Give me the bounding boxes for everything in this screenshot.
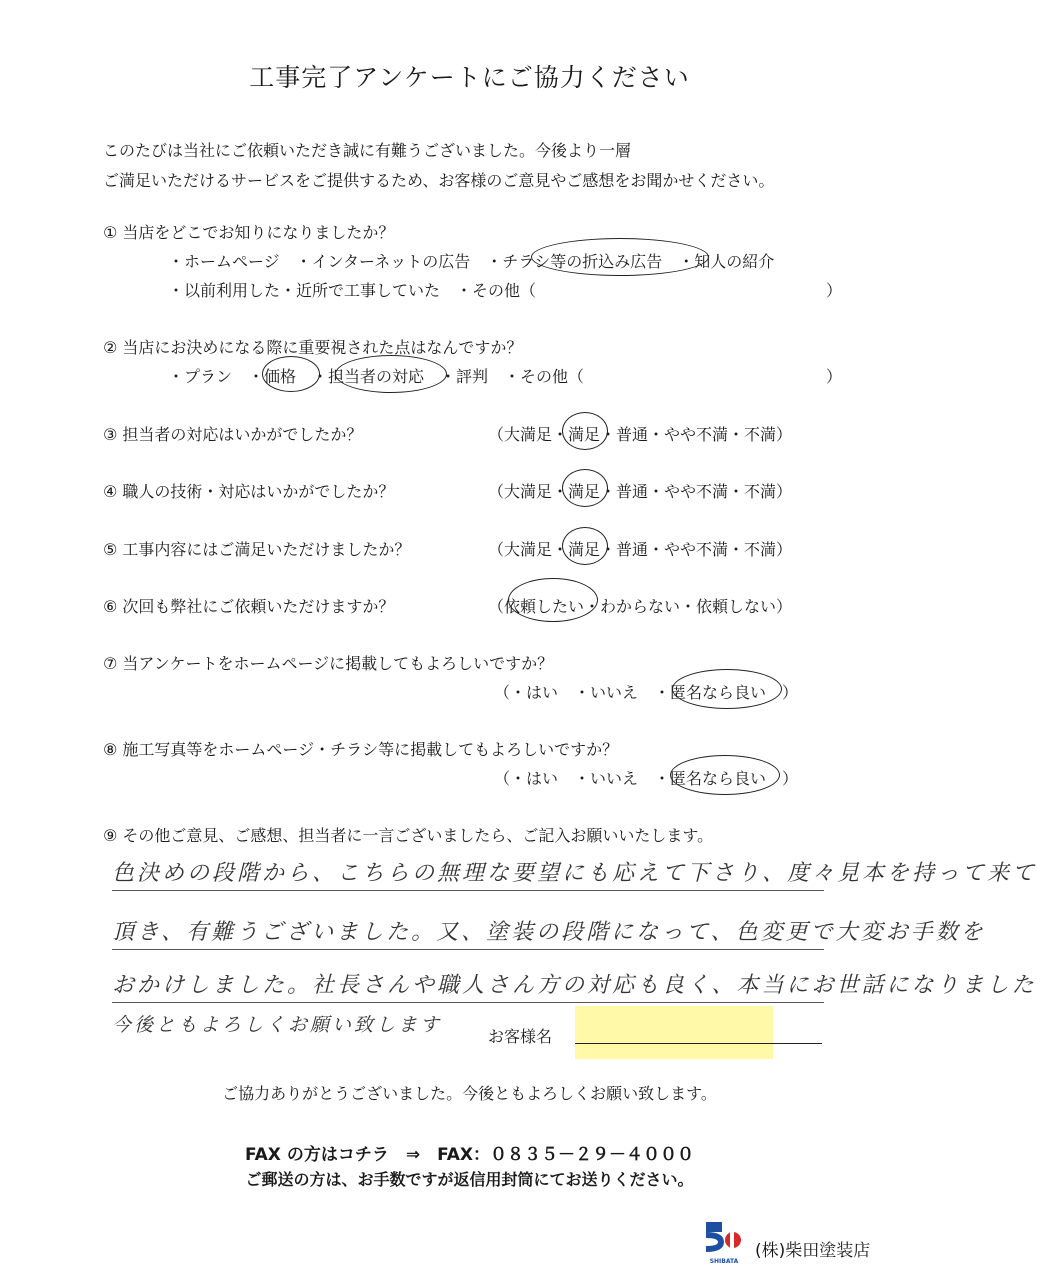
- comment-line-1: 色決めの段階から、こちらの無理な要望にも応えて下さり、度々見本を持って来て: [112, 861, 1037, 886]
- question-8-options: （・はい ・いいえ ・匿名なら良い ）: [494, 769, 799, 788]
- company-name: (株)柴田塗装店: [755, 1241, 871, 1261]
- answer-circle-chirashi: [531, 238, 709, 276]
- customer-name-rule: [575, 1043, 822, 1044]
- question-1-options-line-1: ・ホームページ ・インターネットの広告 ・チラシ等の折込み広告 ・知人の紹介: [168, 252, 775, 271]
- page-title: 工事完了アンケートにご協力ください: [249, 63, 690, 92]
- question-6-label: ⑥ 次回も弊社にご依頼いただけますか？: [103, 597, 395, 616]
- question-2-options: ・プラン ・価格 ・担当者の対応 ・評判 ・その他（: [168, 367, 585, 386]
- question-4-options: （大満足・満足・普通・やや不満・不満）: [488, 482, 793, 501]
- question-5-options: （大満足・満足・普通・やや不満・不満）: [488, 540, 793, 559]
- question-7-label: ⑦ 当アンケートをホームページに掲載してもよろしいですか？: [103, 654, 554, 673]
- answer-circle-staff: [335, 355, 447, 393]
- question-1-close-paren: ）: [826, 281, 843, 300]
- mail-info: ご郵送の方は、お手数ですが返信用封筒にてお送りください。: [245, 1170, 694, 1189]
- question-3-label: ③ 担当者の対応はいかがでしたか？: [103, 425, 363, 444]
- fax-info: FAX の方はコチラ ⇒ FAX：０８３５－２９－４０００: [244, 1145, 694, 1165]
- answer-circle-anonymous-q8: [670, 755, 780, 795]
- question-2-label: ② 当店にお決めになる際に重要視された点はなんですか？: [103, 338, 523, 357]
- logo-mark-gap: [730, 1232, 734, 1254]
- logo-text: SHIBATA: [709, 1258, 739, 1265]
- answer-circle-satisfied-q3: [562, 412, 608, 450]
- customer-name-redaction: [575, 1006, 773, 1059]
- answer-circle-price: [262, 356, 320, 392]
- question-4-label: ④ 職人の技術・対応はいかがでしたか？: [103, 482, 395, 501]
- answer-circle-request-again: [508, 578, 598, 622]
- comment-rule-3: [112, 1002, 824, 1003]
- answer-circle-satisfied-q4: [562, 469, 608, 507]
- customer-name-label: お客様名: [488, 1027, 553, 1046]
- answer-circle-anonymous-q7: [672, 669, 782, 709]
- comment-rule-2: [112, 949, 824, 950]
- question-8-label: ⑧ 施工写真等をホームページ・チラシ等に掲載してもよろしいですか？: [103, 740, 619, 759]
- comment-line-4: 今後ともよろしくお願い致します: [112, 1014, 443, 1036]
- comment-rule-1: [112, 890, 824, 891]
- thanks-message: ご協力ありがとうございました。今後ともよろしくお願い致します。: [222, 1084, 717, 1103]
- intro-line-1: このたびは当社にご依頼いただき誠に有難うございました。今後より一層: [103, 141, 632, 160]
- intro-line-2: ご満足いただけるサービスをご提供するため、お客様のご意見やご感想をお聞かせください。: [103, 171, 775, 190]
- question-1-options-line-2: ・以前利用した・近所で工事していた ・その他（: [168, 281, 537, 300]
- question-5-label: ⑤ 工事内容にはご満足いただけましたか？: [103, 540, 411, 559]
- question-1-label: ① 当店をどこでお知りになりましたか？: [103, 223, 395, 242]
- question-7-options: （・はい ・いいえ ・匿名なら良い ）: [494, 683, 799, 702]
- answer-circle-satisfied-q5: [562, 527, 608, 565]
- logo-mark-top: [706, 1222, 722, 1232]
- question-2-close-paren: ）: [826, 367, 843, 386]
- question-3-options: （大満足・満足・普通・やや不満・不満）: [488, 425, 793, 444]
- logo-mark-s: [706, 1232, 724, 1252]
- question-9-label: ⑨ その他ご意見、ご感想、担当者に一言ございましたら、ご記入お願いいたします。: [103, 826, 714, 845]
- company-logo-icon: [700, 1218, 748, 1266]
- comment-line-2: 頂き、有難うございました。又、塗装の段階になって、色変更で大変お手数を: [112, 920, 986, 945]
- question-6-options: （依頼したい・わからない・依頼しない）: [488, 597, 793, 616]
- comment-line-3: おかけしました。社長さんや職人さん方の対応も良く、本当にお世話になりました: [112, 973, 1037, 998]
